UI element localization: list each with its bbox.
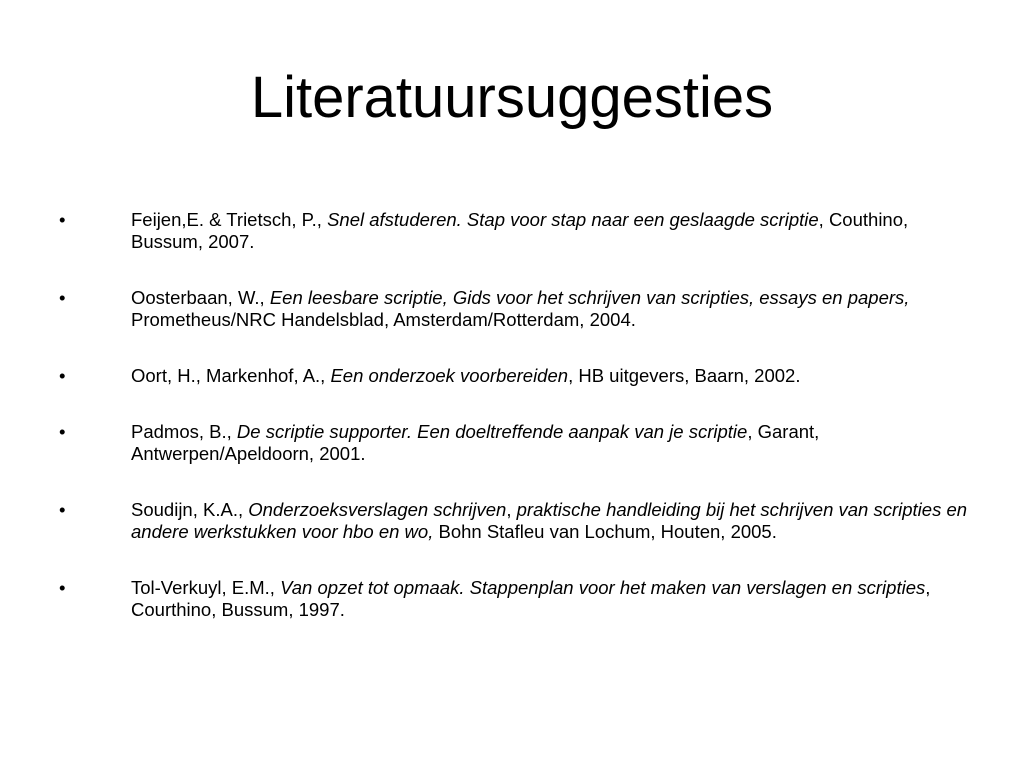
reference-item: [59, 287, 969, 331]
reference-item: [59, 499, 969, 543]
reference-citation-part: Oort, H., Markenhof, A.,: [131, 365, 331, 386]
bullet-icon: •: [59, 365, 66, 386]
bullet-icon: •: [59, 287, 66, 308]
reference-citation-part: ,: [506, 499, 517, 520]
reference-item: [59, 209, 969, 253]
reference-text: [131, 365, 969, 387]
bullet-icon: •: [59, 499, 66, 520]
reference-title-part: Van opzet tot opmaak. Stappenplan voor het maken van verslagen en scripties: [280, 577, 926, 598]
reference-title-part: Snel afstuderen. Stap voor stap naar een geslaagde scriptie: [327, 209, 819, 230]
reference-text: [131, 421, 969, 465]
reference-title-part: praktische handleiding bij het schrijven van scripties en andere werkstukken voor hbo en wo,: [131, 499, 968, 542]
bullet-icon: •: [59, 577, 66, 598]
reference-title-part: Een onderzoek voorbereiden: [330, 365, 569, 386]
reference-citation-part: Bohn Stafleu van Lochum, Houten, 2005.: [433, 521, 777, 542]
reference-item: [59, 365, 969, 387]
reference-citation-part: Padmos, B.,: [131, 421, 237, 442]
reference-title-part: Een leesbare scriptie, Gids voor het schrijven van scripties, essays en papers,: [269, 287, 910, 308]
bullet-icon: •: [59, 209, 66, 230]
reference-citation-part: , Garant, Antwerpen/Apeldoorn, 2001.: [131, 421, 820, 464]
reference-citation-part: Oosterbaan, W.,: [131, 287, 270, 308]
reference-citation-part: Prometheus/NRC Handelsblad, Amsterdam/Rotterdam, 2004.: [131, 309, 636, 330]
slide-title: Literatuursuggesties: [250, 65, 774, 130]
reference-citation-part: Feijen,E. & Trietsch, P.,: [131, 209, 328, 230]
reference-citation-part: Soudijn, K.A.,: [131, 499, 249, 520]
reference-text: [131, 499, 969, 543]
reference-citation-part: Tol-Verkuyl, E.M.,: [131, 577, 281, 598]
reference-title-part: Onderzoeksverslagen schrijven: [248, 499, 507, 520]
reference-text: [131, 287, 969, 331]
reference-item: [59, 421, 969, 465]
reference-title-part: De scriptie supporter. Een doeltreffende aanpak van je scriptie: [236, 421, 748, 442]
reference-item: [59, 577, 969, 621]
reference-text: [131, 577, 969, 621]
reference-citation-part: , Couthino, Bussum, 2007.: [131, 209, 909, 252]
reference-list: [59, 209, 969, 655]
reference-citation-part: , HB uitgevers, Baarn, 2002.: [568, 365, 801, 386]
reference-citation-part: , Courthino, Bussum, 1997.: [131, 577, 931, 620]
reference-text: [131, 209, 969, 253]
bullet-icon: •: [59, 421, 66, 442]
